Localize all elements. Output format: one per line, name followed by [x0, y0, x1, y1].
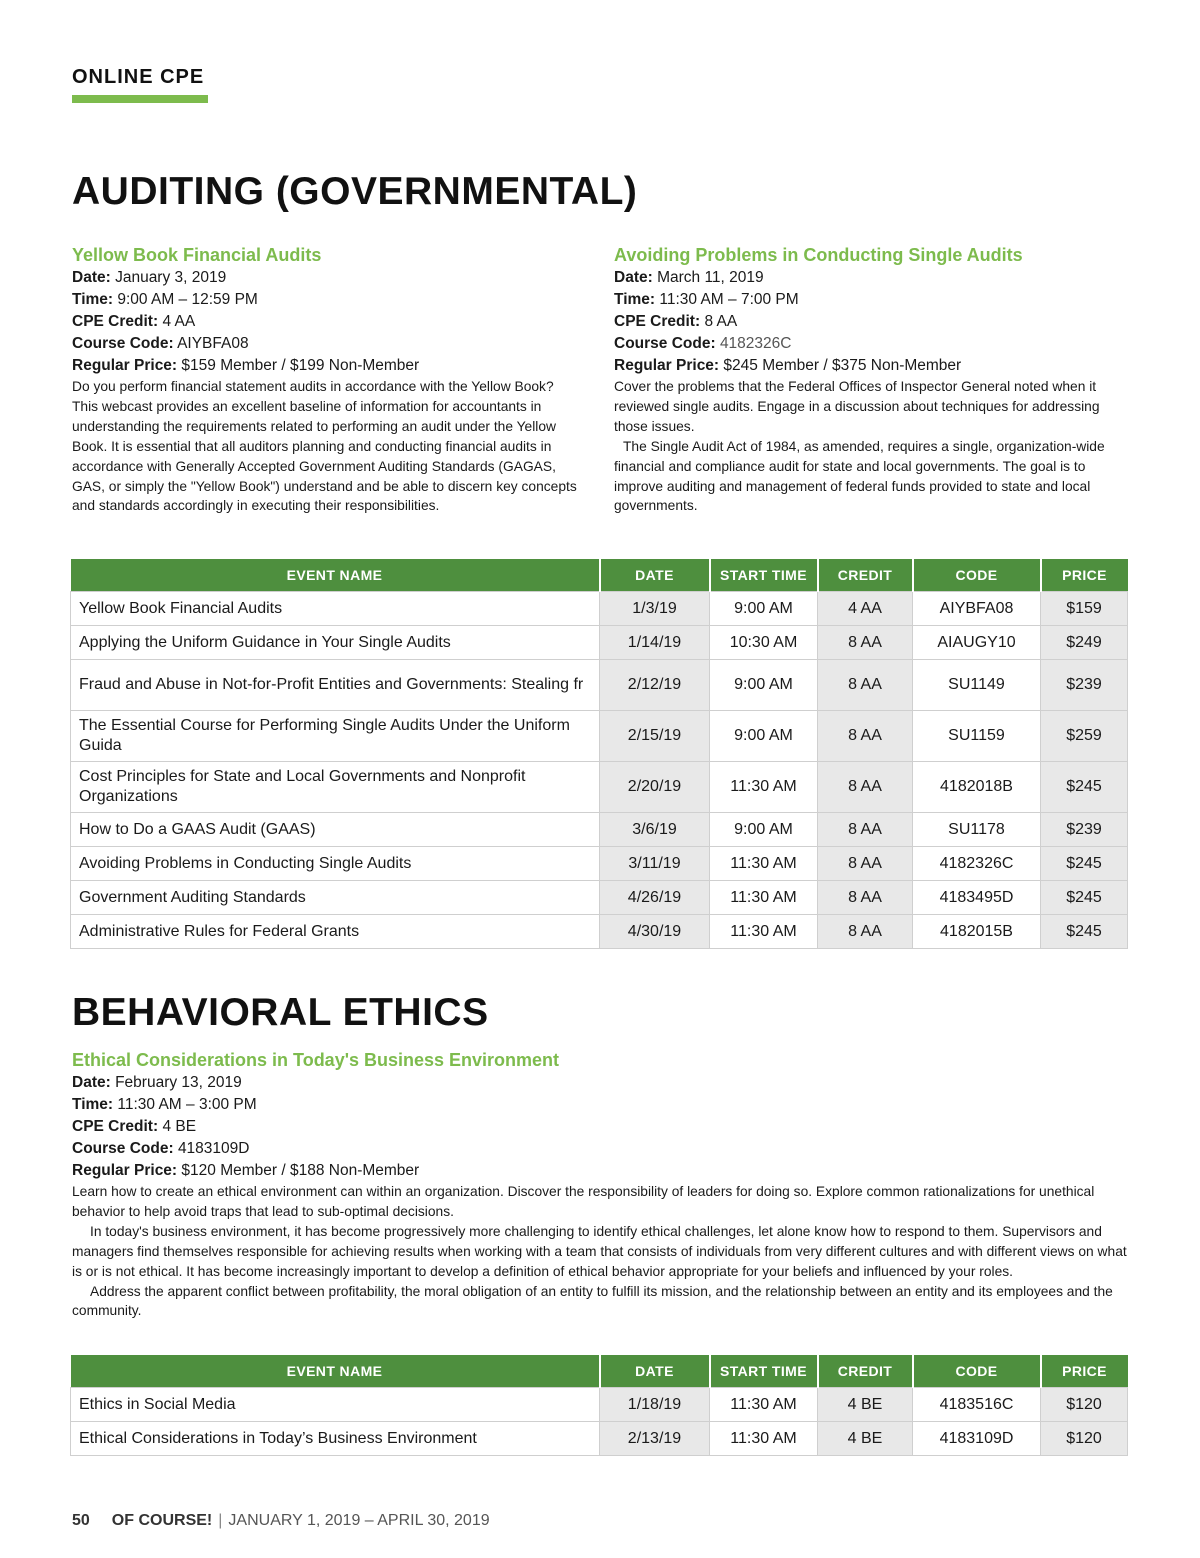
cell-code: AIYBFA08: [913, 592, 1041, 626]
cell-credit: 4 BE: [818, 1388, 913, 1422]
page-footer: [72, 1512, 490, 1530]
cell-start-time: 9:00 AM: [710, 813, 818, 847]
cell-code: SU1178: [913, 813, 1041, 847]
cell-event-name: The Essential Course for Performing Single Audits Under the Uniform Guida: [71, 711, 600, 762]
footer-separator: |: [218, 1512, 223, 1529]
cell-start-time: 11:30 AM: [710, 847, 818, 881]
col-header-credit: CREDIT: [818, 1355, 913, 1388]
course-price: Regular Price: $245 Member / $375 Non-Member: [614, 357, 962, 374]
cell-start-time: 11:30 AM: [710, 915, 818, 949]
cell-date: 2/12/19: [600, 660, 710, 711]
table-row: [71, 592, 1128, 626]
cell-event-name: Administrative Rules for Federal Grants: [71, 915, 600, 949]
cell-start-time: 9:00 AM: [710, 711, 818, 762]
col-header-start-time: START TIME: [710, 1355, 818, 1388]
cell-code: 4183516C: [913, 1388, 1041, 1422]
cell-credit: 4 AA: [818, 592, 913, 626]
publication-name: OF COURSE!: [111, 1512, 213, 1529]
course-single-audits: [614, 243, 1128, 516]
cell-code: AIAUGY10: [913, 626, 1041, 660]
course-date: Date: January 3, 2019: [72, 269, 227, 286]
table-row: [71, 813, 1128, 847]
cell-credit: 8 AA: [818, 881, 913, 915]
course-credit: CPE Credit: 4 BE: [72, 1118, 197, 1135]
section-accent-bar: [72, 95, 208, 103]
cell-date: 1/18/19: [600, 1388, 710, 1422]
cell-credit: 8 AA: [818, 711, 913, 762]
course-description: Cover the problems that the Federal Offices of Inspector General noted when it reviewed single audits. Engage in a discussion about techniques for addressing those issues. The Single Audit Act of 1984, as amended, requires a single, organization-wide financial and compliance audit for state and local governments. The goal is to improve auditing and management of federal funds provided to state and local governments.: [614, 379, 1105, 514]
cell-event-name: How to Do a GAAS Audit (GAAS): [71, 813, 600, 847]
course-credit: CPE Credit: 4 AA: [72, 313, 196, 330]
cell-price: $259: [1041, 711, 1128, 762]
col-header-code: CODE: [913, 559, 1041, 592]
cell-date: 2/20/19: [600, 762, 710, 813]
table-row: [71, 660, 1128, 711]
table-row: [71, 847, 1128, 881]
table-row: [71, 881, 1128, 915]
ethics-heading: BEHAVIORAL ETHICS: [72, 991, 489, 1034]
table-header-row: [71, 559, 1128, 592]
cell-code: 4183109D: [913, 1422, 1041, 1456]
course-title: Ethical Considerations in Today's Business Environment: [72, 1050, 560, 1070]
cell-code: 4182015B: [913, 915, 1041, 949]
auditing-heading: AUDITING (GOVERNMENTAL): [72, 170, 638, 213]
cell-date: 2/13/19: [600, 1422, 710, 1456]
course-yellow-book: [72, 243, 582, 516]
cell-price: $245: [1041, 915, 1128, 949]
course-date: Date: February 13, 2019: [72, 1074, 242, 1091]
course-time: Time: 11:30 AM – 7:00 PM: [614, 291, 799, 308]
cell-date: 1/14/19: [600, 626, 710, 660]
cell-price: $245: [1041, 762, 1128, 813]
cell-start-time: 11:30 AM: [710, 881, 818, 915]
cell-credit: 8 AA: [818, 660, 913, 711]
course-time: Time: 11:30 AM – 3:00 PM: [72, 1096, 257, 1113]
cell-price: $120: [1041, 1422, 1128, 1456]
cell-code: SU1159: [913, 711, 1041, 762]
course-price: Regular Price: $120 Member / $188 Non-Member: [72, 1162, 420, 1179]
cell-date: 3/11/19: [600, 847, 710, 881]
table-row: [71, 1422, 1128, 1456]
col-header-event-name: EVENT NAME: [71, 559, 600, 592]
table-row: [71, 915, 1128, 949]
page-number: 50: [72, 1512, 90, 1529]
table-row: [71, 1388, 1128, 1422]
section-label: ONLINE CPE: [72, 66, 205, 88]
cell-event-name: Fraud and Abuse in Not-for-Profit Entities and Governments: Stealing fr: [71, 660, 600, 711]
cell-start-time: 10:30 AM: [710, 626, 818, 660]
table-row: [71, 626, 1128, 660]
cell-start-time: 11:30 AM: [710, 1422, 818, 1456]
cell-event-name: Applying the Uniform Guidance in Your Single Audits: [71, 626, 600, 660]
cell-credit: 8 AA: [818, 915, 913, 949]
cell-credit: 8 AA: [818, 813, 913, 847]
course-description: Learn how to create an ethical environment can within an organization. Discover the responsibility of leaders for doing so. Explore common rationalizations for unethical behavior to help avoid traps that lead to sub-optimal decisions. In today's business environment, it has become progressively more challenging to identify ethical challenges, let alone know how to respond to them. Supervisors and managers find themselves responsible for achieving results when working with a team that consists of individuals from very different cultures and with different views on what is or is not ethical. It has become increasingly important to develop a definition of ethical behavior appropriate for your beliefs and influenced by your roles. Address the apparent conflict between profitability, the moral obligation of an entity to fulfill its mission, and the relationship between an entity and its employees and the community.: [72, 1184, 1127, 1319]
cell-credit: 8 AA: [818, 762, 913, 813]
cell-credit: 8 AA: [818, 626, 913, 660]
cell-event-name: Government Auditing Standards: [71, 881, 600, 915]
date-range: JANUARY 1, 2019 – APRIL 30, 2019: [228, 1512, 490, 1529]
course-code: Course Code: 4183109D: [72, 1140, 250, 1157]
col-header-code: CODE: [913, 1355, 1041, 1388]
course-date: Date: March 11, 2019: [614, 269, 764, 286]
col-header-date: DATE: [600, 559, 710, 592]
cell-event-name: Avoiding Problems in Conducting Single Audits: [71, 847, 600, 881]
cell-code: 4182326C: [913, 847, 1041, 881]
cell-date: 3/6/19: [600, 813, 710, 847]
cell-price: $120: [1041, 1388, 1128, 1422]
col-header-price: PRICE: [1041, 559, 1128, 592]
table-row: [71, 711, 1128, 762]
cell-start-time: 9:00 AM: [710, 660, 818, 711]
cell-code: 4182018B: [913, 762, 1041, 813]
course-code: Course Code: AIYBFA08: [72, 335, 249, 352]
auditing-events-table: [70, 559, 1128, 949]
cell-event-name: Yellow Book Financial Audits: [71, 592, 600, 626]
cell-event-name: Ethical Considerations in Today’s Business Environment: [71, 1422, 600, 1456]
cell-price: $239: [1041, 660, 1128, 711]
col-header-price: PRICE: [1041, 1355, 1128, 1388]
course-title: Avoiding Problems in Conducting Single Audits: [614, 245, 1023, 265]
cell-code: SU1149: [913, 660, 1041, 711]
cell-date: 4/30/19: [600, 915, 710, 949]
cell-price: $159: [1041, 592, 1128, 626]
course-credit: CPE Credit: 8 AA: [614, 313, 738, 330]
col-header-event-name: EVENT NAME: [71, 1355, 600, 1388]
cell-event-name: Ethics in Social Media: [71, 1388, 600, 1422]
cell-code: 4183495D: [913, 881, 1041, 915]
cell-price: $245: [1041, 847, 1128, 881]
course-ethical-considerations: [72, 1048, 1128, 1321]
cell-price: $249: [1041, 626, 1128, 660]
table-row: [71, 762, 1128, 813]
table-header-row: [71, 1355, 1128, 1388]
col-header-date: DATE: [600, 1355, 710, 1388]
course-code: Course Code: 4182326C: [614, 335, 792, 352]
course-price: Regular Price: $159 Member / $199 Non-Member: [72, 357, 420, 374]
cell-date: 2/15/19: [600, 711, 710, 762]
cell-credit: 8 AA: [818, 847, 913, 881]
cell-credit: 4 BE: [818, 1422, 913, 1456]
cell-event-name: Cost Principles for State and Local Governments and Nonprofit Organizations: [71, 762, 600, 813]
cell-date: 1/3/19: [600, 592, 710, 626]
cell-price: $245: [1041, 881, 1128, 915]
col-header-start-time: START TIME: [710, 559, 818, 592]
course-title: Yellow Book Financial Audits: [72, 245, 322, 265]
course-time: Time: 9:00 AM – 12:59 PM: [72, 291, 258, 308]
cell-start-time: 11:30 AM: [710, 762, 818, 813]
ethics-events-table: [70, 1355, 1128, 1456]
cell-date: 4/26/19: [600, 881, 710, 915]
cell-start-time: 9:00 AM: [710, 592, 818, 626]
course-description: Do you perform financial statement audits in accordance with the Yellow Book? This webcast provides an excellent baseline of information for accountants in understanding the requirements related to performing an audit under the Yellow Book. It is essential that all auditors planning and conducting financial audits in accordance with Generally Accepted Government Auditing Standards (GAGAS, GAS, or simply the "Yellow Book") understand and be able to discern key concepts and standards accordingly in executing their responsibilities.: [72, 379, 577, 514]
cell-start-time: 11:30 AM: [710, 1388, 818, 1422]
col-header-credit: CREDIT: [818, 559, 913, 592]
cell-price: $239: [1041, 813, 1128, 847]
